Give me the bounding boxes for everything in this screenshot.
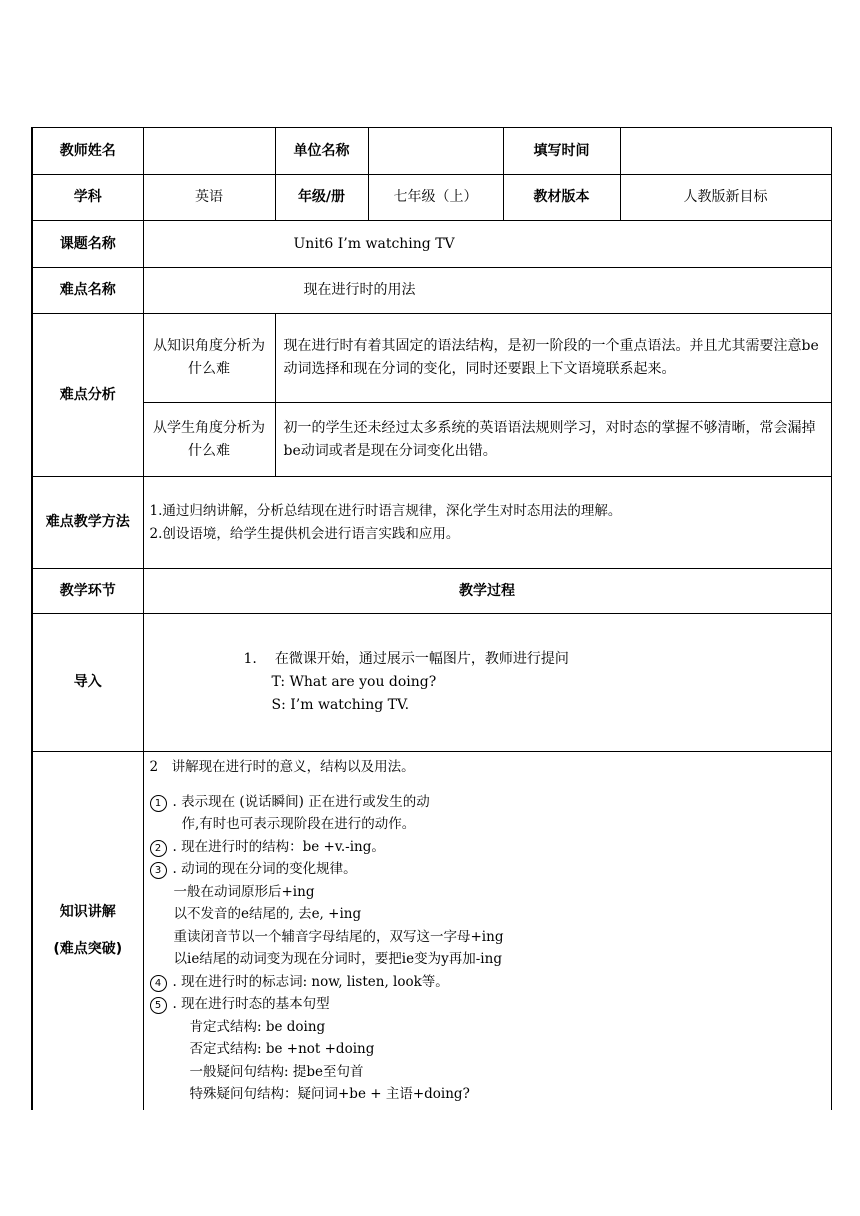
grade-label: 年级/册 xyxy=(275,175,368,221)
intro-student-line: S: I’m watching TV. xyxy=(271,697,410,713)
teacher-row xyxy=(32,128,831,175)
analysis-knowledge-row xyxy=(32,314,831,403)
date-value[interactable] xyxy=(620,128,831,175)
rule-4: 以ie结尾的动词变为现在分词时，要把ie变为y再加-ing xyxy=(173,951,502,967)
process-label: 教学过程 xyxy=(143,569,831,614)
teacher-value[interactable] xyxy=(143,128,275,175)
knowledge-item-4-text: . 现在进行时的标志词: now, listen, look等。 xyxy=(172,973,449,990)
intro-item-number: 1. xyxy=(243,651,257,667)
knowledge-item-3-text: . 动词的现在分词的变化规律。 xyxy=(172,861,357,877)
intro-label: 导入 xyxy=(32,614,143,752)
subject-row xyxy=(32,175,831,221)
subject-value: 英语 xyxy=(143,175,275,221)
unit-label: 单位名称 xyxy=(275,128,368,175)
method-line-2: 2.创设语境，给学生提供机会进行语言实践和应用。 xyxy=(149,525,460,542)
process-header-row xyxy=(32,569,831,614)
lesson-plan-table xyxy=(31,127,832,1110)
student-angle-label: 从学生角度分析为什么难 xyxy=(143,403,275,477)
pattern-4: 特殊疑问句结构：疑问词+be + 主语+doing? xyxy=(189,1086,470,1102)
intro-item xyxy=(244,648,831,671)
circled-number-1: 1 xyxy=(150,795,167,812)
knowledge-label-cell xyxy=(32,752,143,1110)
student-angle-text: 初一的学生还未经过太多系统的英语语法规则学习，对时态的掌握不够清晰，常会漏掉be动词或者是现在分词变化出错。 xyxy=(275,403,831,477)
topic-row xyxy=(32,221,831,268)
edition-label: 教材版本 xyxy=(503,175,620,221)
circled-number-4: 4 xyxy=(150,975,167,992)
grade-value: 七年级（上） xyxy=(368,175,503,221)
pattern-1: 肯定式结构: be doing xyxy=(189,1018,326,1035)
circled-number-5: 5 xyxy=(150,997,167,1014)
stage-label: 教学环节 xyxy=(32,569,143,614)
method-content xyxy=(143,477,831,569)
knowledge-angle-text: 现在进行时有着其固定的语法结构，是初一阶段的一个重点语法。并且尤其需要注意be动词选择和现在分词的变化，同时还要跟上下文语境联系起来。 xyxy=(275,314,831,403)
analysis-label: 难点分析 xyxy=(32,314,143,477)
pattern-3: 一般疑问句结构: 提be至句首 xyxy=(189,1063,364,1080)
topic-label: 课题名称 xyxy=(32,221,143,268)
knowledge-item-1-continuation: 作,有时也可表示现阶段在进行的动作。 xyxy=(181,816,416,832)
knowledge-angle-label: 从知识角度分析为什么难 xyxy=(143,314,275,403)
knowledge-row xyxy=(32,752,831,1110)
knowledge-item-5 xyxy=(150,993,831,1016)
rule-1: 一般在动词原形后+ing xyxy=(173,883,315,900)
circled-number-3: 3 xyxy=(150,862,167,879)
knowledge-item-5-text: . 现在进行时态的基本句型 xyxy=(172,996,330,1012)
unit-value[interactable] xyxy=(368,128,503,175)
intro-item-text: 在微课开始，通过展示一幅图片，教师进行提问 xyxy=(274,651,569,667)
knowledge-label: 知识讲解 xyxy=(59,903,116,920)
edition-value: 人教版新目标 xyxy=(620,175,831,221)
knowledge-item-3 xyxy=(150,858,831,881)
knowledge-content xyxy=(143,752,831,1110)
intro-content xyxy=(143,614,831,752)
method-line-1: 1.通过归纳讲解，分析总结现在进行时语言规律，深化学生对时态用法的理解。 xyxy=(149,502,622,519)
knowledge-sublabel: (难点突破) xyxy=(53,940,123,957)
knowledge-item-2 xyxy=(150,836,831,859)
method-row xyxy=(32,477,831,569)
knowledge-item-2-text: . 现在进行时的结构：be +v.-ing。 xyxy=(172,838,385,855)
rule-2: 以不发音的e结尾的, 去e, +ing xyxy=(173,906,362,922)
knowledge-heading: 2 讲解现在进行时的意义，结构以及用法。 xyxy=(149,759,415,775)
difficulty-value: 现在进行时的用法 xyxy=(143,268,831,314)
intro-teacher-line: T: What are you doing? xyxy=(271,674,437,690)
topic-value: Unit6 I’m watching TV xyxy=(143,221,831,268)
subject-label: 学科 xyxy=(32,175,143,221)
method-label: 难点教学方法 xyxy=(32,477,143,569)
rule-3: 重读闭音节以一个辅音字母结尾的，双写这一字母+ing xyxy=(173,928,504,945)
intro-row xyxy=(32,614,831,752)
analysis-student-row xyxy=(32,403,831,477)
teacher-label: 教师姓名 xyxy=(32,128,143,175)
knowledge-item-1 xyxy=(150,791,831,814)
knowledge-item-1-text: . 表示现在 (说话瞬间) 正在进行或发生的动 xyxy=(172,793,430,810)
difficulty-row xyxy=(32,268,831,314)
difficulty-label: 难点名称 xyxy=(32,268,143,314)
circled-number-2: 2 xyxy=(150,840,167,857)
knowledge-item-4 xyxy=(150,971,831,994)
pattern-2: 否定式结构: be +not +doing xyxy=(189,1041,375,1057)
date-label: 填写时间 xyxy=(503,128,620,175)
